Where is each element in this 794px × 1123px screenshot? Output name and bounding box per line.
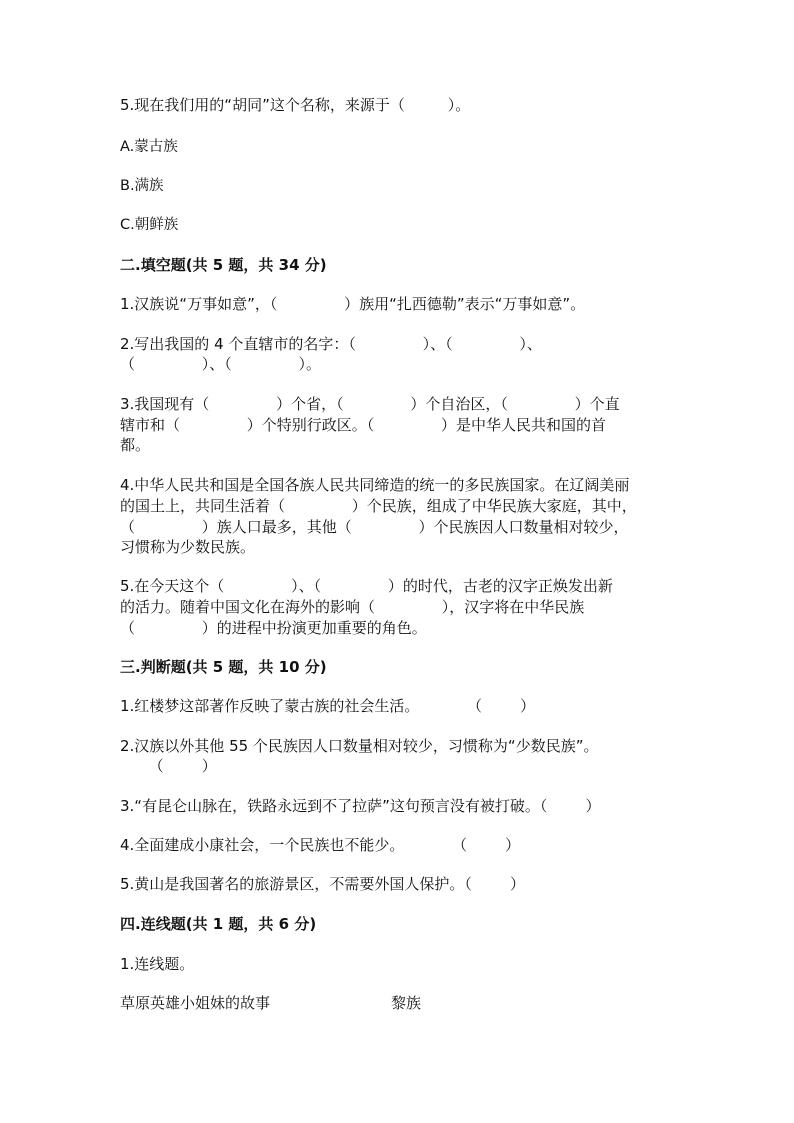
match-left-item: 草原英雄小姐妹的故事 — [120, 994, 271, 1012]
judge-line: （ ） — [120, 757, 217, 775]
fill-line: 2.写出我国的 4 个直辖市的名字：（ ）、（ ）、 — [120, 335, 542, 353]
fill-line: 的活力。随着中国文化在海外的影响（ ），汉字将在中华民族 — [120, 598, 585, 616]
fill-line: （ ）族人口最多，其他（ ）个民族因人口数量相对较少， — [120, 518, 629, 536]
section-heading-fill: 二.填空题(共 5 题，共 34 分) — [120, 256, 327, 274]
fill-line: 1.汉族说“万事如意”，（ ）族用“扎西德勒”表示“万事如意”。 — [120, 295, 586, 313]
judge-line: 1.红楼梦这部著作反映了蒙古族的社会生活。 （ ） — [120, 697, 536, 715]
fill-line: 的国土上，共同生活着（ ）个民族，组成了中华民族大家庭，其中， — [120, 497, 637, 515]
mc-option-c: C.朝鲜族 — [120, 217, 179, 233]
match-right-item: 黎族 — [391, 994, 422, 1012]
fill-line: 都。 — [120, 436, 151, 454]
mc-question-5: 5.现在我们用的“胡同”这个名称，来源于（ ）。 — [120, 96, 471, 114]
judge-line: 5.黄山是我国著名的旅游景区，不需要外国人保护。（ ） — [120, 875, 525, 893]
judge-line: 4.全面建成小康社会，一个民族也不能少。 （ ） — [120, 836, 521, 854]
fill-line: 辖市和（ ）个特别行政区。（ ）是中华人民共和国的首 — [120, 416, 607, 434]
fill-line: （ ）、（ ）。 — [120, 355, 322, 373]
mc-option-a: A.蒙古族 — [120, 139, 178, 155]
section-heading-judge: 三.判断题(共 5 题，共 10 分) — [120, 658, 327, 676]
mc-option-b: B.满族 — [120, 178, 164, 194]
fill-line: （ ）的进程中扮演更加重要的角色。 — [120, 619, 427, 637]
judge-line: 2.汉族以外其他 55 个民族因人口数量相对较少，习惯称为“少数民族”。 — [120, 737, 599, 755]
match-question: 1.连线题。 — [120, 955, 195, 973]
fill-line: 3.我国现有（ ）个省，（ ）个自治区，（ ）个直 — [120, 395, 620, 413]
fill-line: 习惯称为少数民族。 — [120, 538, 256, 556]
fill-line: 5.在今天这个（ ）、（ ）的时代，古老的汉字正焕发出新 — [120, 577, 613, 595]
fill-line: 4.中华人民共和国是全国各族人民共同缔造的统一的多民族国家。在辽阔美丽 — [120, 476, 630, 494]
judge-line: 3.“有昆仑山脉在，铁路永远到不了拉萨”这句预言没有被打破。（ ） — [120, 797, 601, 815]
section-heading-match: 四.连线题(共 1 题，共 6 分) — [120, 915, 317, 933]
